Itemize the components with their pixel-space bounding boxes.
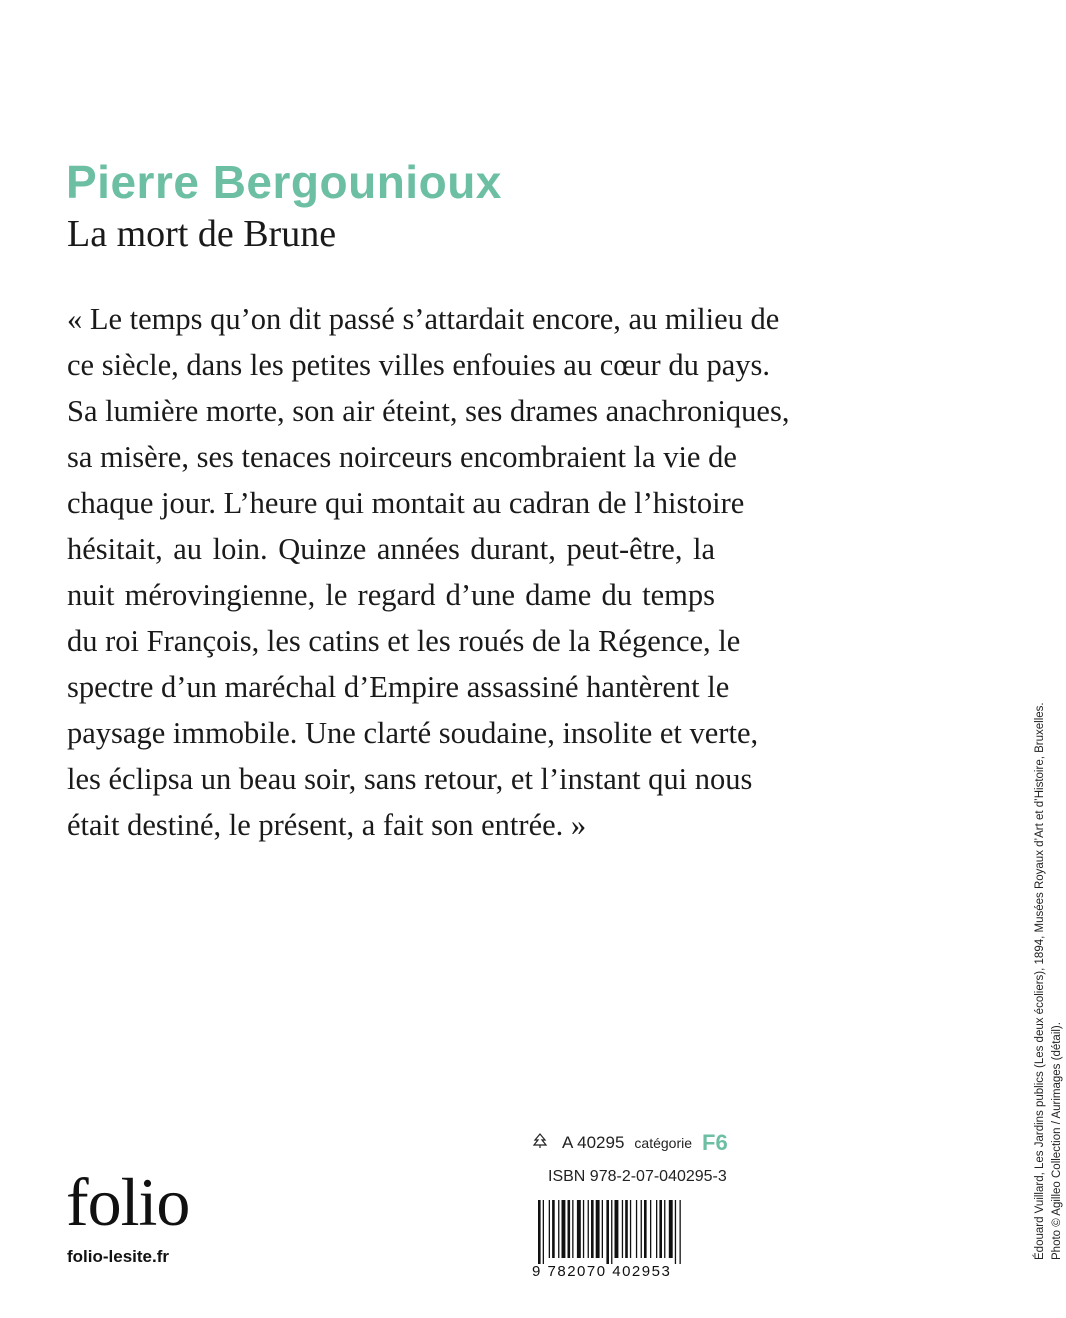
barcode-bar: [549, 1200, 550, 1258]
catalog-row: [532, 1130, 728, 1156]
barcode-bar: [669, 1200, 673, 1258]
barcode-bar: [606, 1200, 609, 1264]
barcode-bar: [577, 1200, 581, 1258]
image-credit: [1032, 660, 1066, 1260]
barcode-bar: [664, 1200, 665, 1258]
barcode-bar: [568, 1200, 571, 1258]
barcode-bar: [656, 1200, 657, 1258]
credit-line: Photo © Agilleo Collection / Aurimages (détail).: [1051, 1022, 1063, 1260]
barcode-bar: [591, 1200, 594, 1258]
barcode-digits: 9 782070 402953: [532, 1263, 672, 1280]
blurb-line: spectre d’un maréchal d’Empire assassiné hantèrent le: [67, 670, 730, 704]
barcode-bar: [650, 1200, 651, 1258]
blurb-line: chaque jour. L’heure qui montait au cadran de l’histoire: [67, 486, 745, 520]
blurb-line: ce siècle, dans les petites villes enfouies au cœur du pays.: [67, 348, 770, 382]
blurb-line: paysage immobile. Une clarté soudaine, insolite et verte,: [67, 716, 759, 750]
website-url: folio-lesite.fr: [67, 1247, 170, 1266]
barcode-bar: [611, 1200, 612, 1264]
barcode-bar: [675, 1200, 676, 1264]
barcode-bar: [562, 1200, 566, 1258]
barcode-bar: [596, 1200, 600, 1258]
book-title: La mort de Brune: [67, 213, 337, 255]
blurb-line: les éclipsa un beau soir, sans retour, et l’instant qui nous: [67, 762, 753, 796]
barcode-bar: [552, 1200, 555, 1258]
blurb-line: sa misère, ses tenaces noirceurs encombraient la vie de: [67, 440, 737, 474]
barcode-bar: [636, 1200, 637, 1258]
category-label: catégorie: [634, 1135, 692, 1151]
barcode-bar: [602, 1200, 603, 1258]
barcode-bar: [558, 1200, 559, 1258]
catalog-code: A 40295: [562, 1133, 625, 1152]
author-name: Pierre Bergounioux: [66, 156, 502, 208]
barcode-bar: [583, 1200, 584, 1258]
blurb-line: « Le temps qu’on dit passé s’attardait encore, au milieu de: [67, 302, 780, 336]
barcode-bar: [630, 1200, 631, 1258]
blurb-line: du roi François, les catins et les roués de la Régence, le: [67, 624, 741, 658]
barcode: [532, 1200, 712, 1280]
barcode-bar: [641, 1200, 642, 1258]
barcode-bar: [680, 1200, 681, 1264]
barcode-bar: [588, 1200, 589, 1258]
barcode-bar: [543, 1200, 544, 1264]
blurb-line: hésitait, au loin. Quinze années durant, peut-être, la: [67, 532, 715, 566]
tree-glyph-icon: [532, 1133, 548, 1153]
blurb-line: Sa lumière morte, son air éteint, ses drames anachroniques,: [67, 394, 790, 428]
barcode-bar: [615, 1200, 619, 1258]
barcode-bar: [625, 1200, 628, 1258]
category-badge: F6: [702, 1130, 728, 1155]
folio-logo: folio: [66, 1164, 190, 1240]
barcode-bar: [538, 1200, 541, 1264]
isbn-number: ISBN 978-2-07-040295-3: [548, 1168, 727, 1185]
blurb-line: nuit mérovingienne, le regard d’une dame du temps: [67, 578, 715, 612]
barcode-bar: [659, 1200, 662, 1258]
credit-line: Édouard Vuillard, Les Jardins publics (Les deux écoliers), 1894, Musées Royaux d’Art et d’Histoire, Bruxelles.: [1034, 702, 1046, 1260]
barcode-bar: [644, 1200, 647, 1258]
barcode-bar: [622, 1200, 623, 1258]
barcode-bar: [572, 1200, 573, 1258]
blurb-quote: [67, 296, 790, 848]
blurb-line: était destiné, le présent, a fait son entrée. »: [67, 808, 587, 842]
